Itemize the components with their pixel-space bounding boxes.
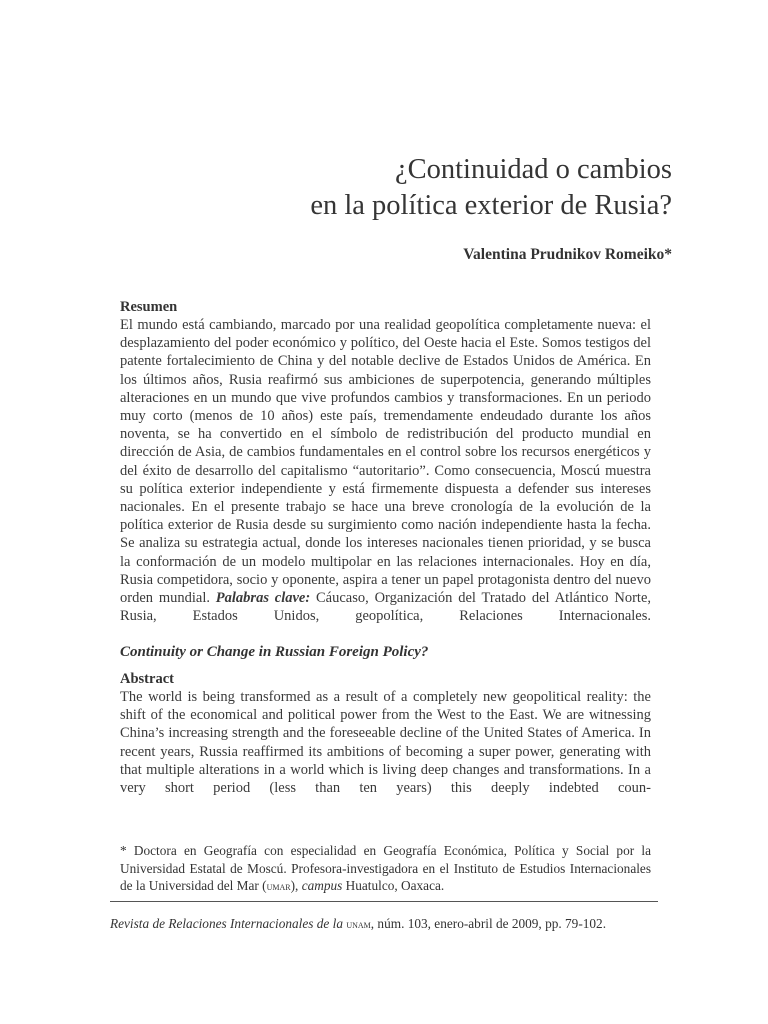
resumen-text: El mundo está cambiando, marcado por una realidad geopolítica completamente nueva: el desplazamiento del poder económico y político, del Oeste hacia el Este. Somos testigos del patente fortalecimiento de China y del notable declive de Estados Unidos de América. En los últimos años, Rusia reafirmó sus ambiciones de superpotencia, generando múltiples alteraciones en un mundo que vive profundos cambios y transformaciones. En un periodo muy corto (menos de 10 años) este país, tremendamente endeudado durante los años noventa, se ha convertido en el símbolo de redistribución del producto mundial en dirección de Asia, de cambios fundamentales en el control sobre los recursos energéticos y del éxito de desarrollo del capitalismo “autoritario”. Como consecuencia, Moscú muestra su política exterior independiente y está firmemente dispuesta a defender sus intereses nacionales. En el presente trabajo se hace una breve cronología de la evolución de la política exterior de Rusia desde su surgimiento como nación independiente hasta la fecha. Se analiza su estrategia actual, donde los intereses nacionales tienen prioridad, y se busca la conformación de un modelo multipolar en las relaciones internacionales. Hoy en día, Rusia competidora, socio y oponente, aspira a tener un papel protagonista dentro del nuevo orden mundial. bbox=[120, 317, 651, 607]
resumen-section bbox=[120, 298, 651, 625]
abstract-heading: Abstract bbox=[120, 671, 174, 687]
author-name: Valentina Prudnikov Romeiko* bbox=[463, 246, 672, 263]
abstract-section bbox=[120, 670, 651, 797]
journal-name: Revista de Relaciones Internacionales de la bbox=[110, 916, 347, 931]
footnote-abbr: umar bbox=[266, 879, 291, 893]
keywords-text: Cáucaso, Organización del Tratado del Atlántico Norte, Rusia, Estados Unidos, geopolítica, Relaciones Internacionales. bbox=[120, 590, 652, 625]
footnote-text-3: Huatulco, Oaxaca. bbox=[342, 878, 445, 893]
journal-details: , núm. 103, enero-abril de 2009, pp. 79-102. bbox=[370, 916, 607, 931]
footnote-text-1: * Doctora en Geografía con especialidad en Geografía Económica, Política y Social por la Universidad Estatal de Moscú. Profesora-investigadora en el Instituto de Estudios Internacionales de la Universidad del Mar ( bbox=[120, 843, 651, 893]
title-line-2: en la política exterior de Rusia? bbox=[310, 190, 672, 221]
author-footnote bbox=[120, 842, 651, 896]
footnote-italic: campus bbox=[301, 878, 343, 893]
title-line-1: ¿Continuidad o cambios bbox=[394, 154, 672, 185]
resumen-body bbox=[120, 316, 651, 625]
footnote-text-2: ), bbox=[290, 878, 302, 893]
footer-divider bbox=[110, 901, 658, 902]
abstract-body: The world is being transformed as a result of a completely new geopolitical reality: the shift of the economical and political power from the West to the East. We are witnessing China’s increasing strength and the foreseeable decline of the United States of America. In recent years, Russia reaffirmed its ambitions of becoming a super power, generating with that multiple alterations in a world which is living deep changes and transformations. In a very short period (less than ten years) this deeply indebted coun- bbox=[120, 689, 651, 797]
article-title bbox=[310, 152, 672, 224]
keywords-label: Palabras clave: bbox=[215, 590, 311, 607]
english-title: Continuity or Change in Russian Foreign Policy? bbox=[120, 644, 429, 660]
journal-citation bbox=[110, 916, 606, 932]
journal-abbr: unam bbox=[346, 917, 371, 931]
resumen-heading: Resumen bbox=[120, 299, 178, 315]
